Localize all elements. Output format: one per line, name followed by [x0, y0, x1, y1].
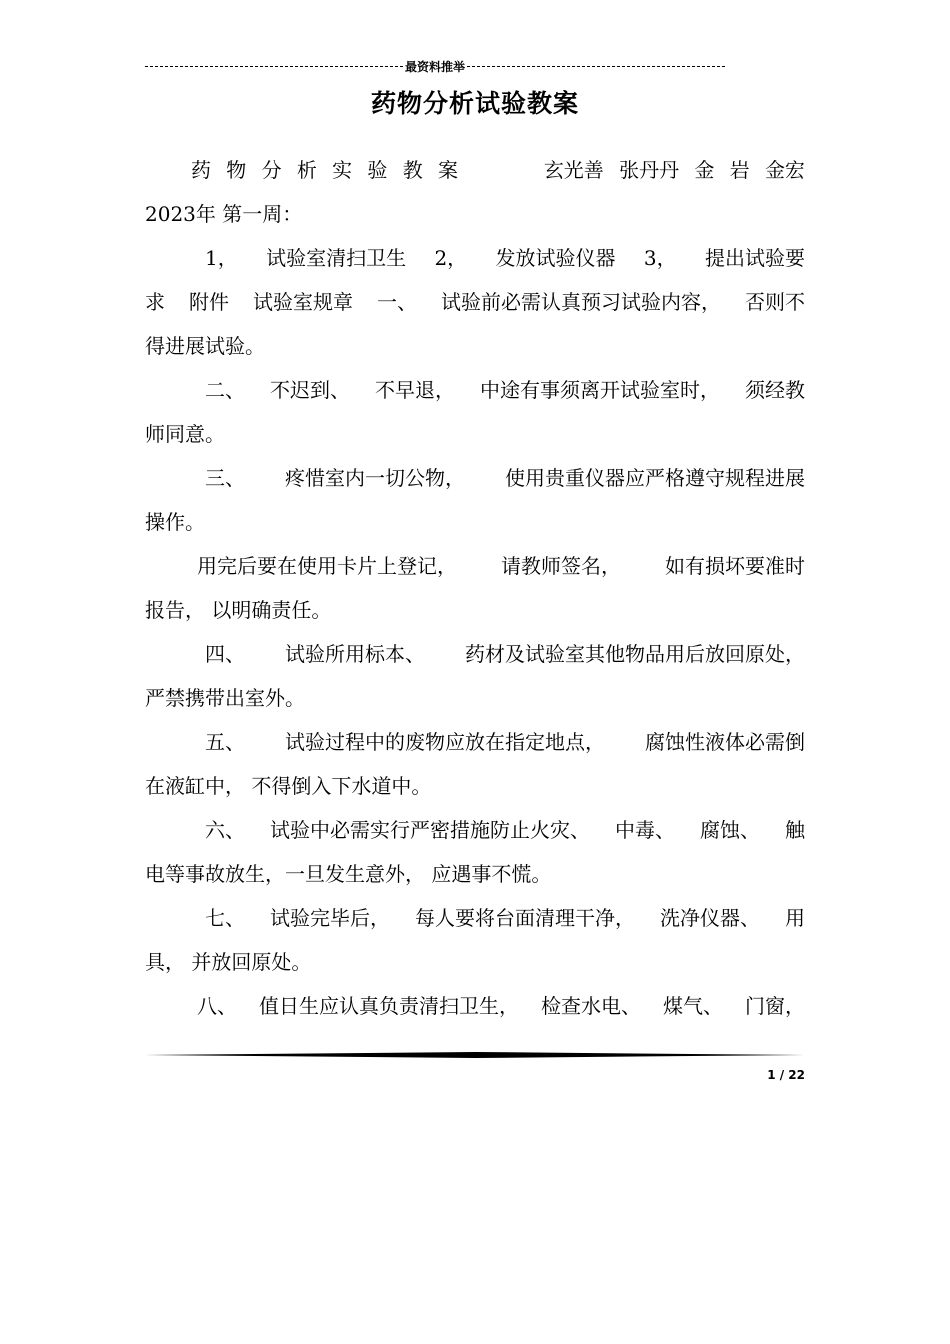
text-line: 严禁携带出室外。	[145, 686, 305, 710]
text-line	[145, 632, 805, 676]
text-segment: 用	[785, 906, 805, 930]
text-line: 具， 并放回原处。	[145, 950, 312, 974]
text-segment: 析	[296, 158, 317, 182]
text-line: 操作。	[145, 510, 205, 534]
text-line	[145, 544, 805, 588]
text-segment: 须经教	[745, 378, 805, 402]
text-segment: 发放试验仪器	[495, 246, 616, 270]
text-segment: 药	[191, 158, 211, 182]
text-segment: 用完后要在使用卡片上登记，	[197, 554, 457, 578]
text-segment: 腐蚀性液体必需倒	[645, 730, 805, 754]
text-segment: 岩	[729, 158, 750, 182]
text-segment: 试验中必需实行严密措施防止火灾、	[270, 818, 590, 842]
text-segment: 触	[785, 818, 805, 842]
text-segment: 疼惜室内一切公物，	[285, 466, 465, 490]
text-segment: 六、	[205, 818, 245, 842]
text-segment: 玄光善	[543, 158, 604, 182]
text-line	[145, 984, 805, 1028]
text-segment: 张丹丹	[619, 158, 680, 182]
document-body	[145, 148, 805, 1028]
text-line: 在液缸中， 不得倒入下水道中。	[145, 774, 432, 798]
footer-rule-graphic	[145, 1052, 805, 1058]
text-line	[145, 456, 805, 500]
text-segment	[509, 148, 529, 192]
text-segment: 腐蚀、	[700, 818, 760, 842]
text-segment: 不早退，	[375, 378, 455, 402]
text-segment: 试验室规章	[253, 290, 353, 314]
text-segment: 金	[694, 158, 715, 182]
text-segment: 案	[437, 158, 458, 182]
text-line: 师同意。	[145, 422, 225, 446]
text-line	[145, 808, 805, 852]
text-segment: 验	[367, 158, 388, 182]
text-line	[145, 280, 805, 324]
text-line: 2023年 第一周：	[145, 202, 303, 226]
text-segment: 请教师签名，	[501, 554, 621, 578]
text-segment: 3，	[643, 246, 677, 270]
footer-rule	[145, 1052, 805, 1058]
text-line: 得进展试验。	[145, 334, 265, 358]
header-dash-left	[145, 66, 403, 67]
text-segment: 检查水电、	[541, 994, 641, 1018]
text-segment: 试验所用标本、	[285, 642, 425, 666]
text-line: 报告， 以明确责任。	[145, 598, 332, 622]
text-segment: 一、	[377, 290, 417, 314]
header-label: 最资料推举	[405, 59, 466, 74]
text-segment: 三、	[205, 466, 245, 490]
text-line	[145, 368, 805, 412]
document-title: 药物分析试验教案	[370, 89, 579, 118]
text-segment: 使用贵重仪器应严格遵守规程进展	[505, 466, 805, 490]
text-segment: 分	[261, 158, 282, 182]
text-segment: 煤气、	[663, 994, 723, 1018]
header-rule	[145, 58, 725, 74]
text-segment: 五、	[205, 730, 245, 754]
text-segment: 洗净仪器、	[660, 906, 760, 930]
text-segment: 门窗，	[745, 994, 805, 1018]
text-segment: 教	[402, 158, 423, 182]
text-line	[145, 896, 805, 940]
text-segment: 二、	[205, 378, 245, 402]
text-segment: 提出试验要	[705, 246, 805, 270]
text-segment: 金宏	[764, 158, 805, 182]
text-segment: 物	[226, 158, 247, 182]
text-segment: 实	[332, 158, 353, 182]
text-segment: 每人要将台面清理干净，	[415, 906, 635, 930]
page-number: 1 / 22	[767, 1068, 805, 1082]
text-segment: 2，	[434, 246, 468, 270]
text-segment: 如有损坏要准时	[665, 554, 805, 578]
text-segment: 试验过程中的废物应放在指定地点，	[285, 730, 605, 754]
header-dash-right	[467, 66, 725, 67]
text-segment: 七、	[205, 906, 245, 930]
text-segment: 值日生应认真负责清扫卫生，	[259, 994, 519, 1018]
text-segment: 中途有事须离开试验室时，	[480, 378, 720, 402]
text-line: 电等事故放生，一旦发生意外， 应遇事不慌。	[145, 862, 552, 886]
text-segment: 药材及试验室其他物品用后放回原处，	[465, 642, 805, 666]
text-segment	[473, 148, 493, 192]
text-segment: 八、	[197, 994, 237, 1018]
text-segment: 否则不	[745, 290, 805, 314]
text-segment: 求	[145, 290, 165, 314]
text-segment: 中毒、	[615, 818, 675, 842]
text-segment: 试验室清扫卫生	[266, 246, 407, 270]
text-segment: 试验完毕后，	[270, 906, 390, 930]
text-segment: 1，	[205, 246, 238, 270]
text-line	[145, 148, 805, 192]
text-segment: 不迟到、	[270, 378, 350, 402]
text-segment: 附件	[189, 290, 229, 314]
text-line	[145, 236, 805, 280]
text-segment: 四、	[205, 642, 245, 666]
text-line	[145, 720, 805, 764]
text-segment: 试验前必需认真预习试验内容，	[441, 290, 721, 314]
